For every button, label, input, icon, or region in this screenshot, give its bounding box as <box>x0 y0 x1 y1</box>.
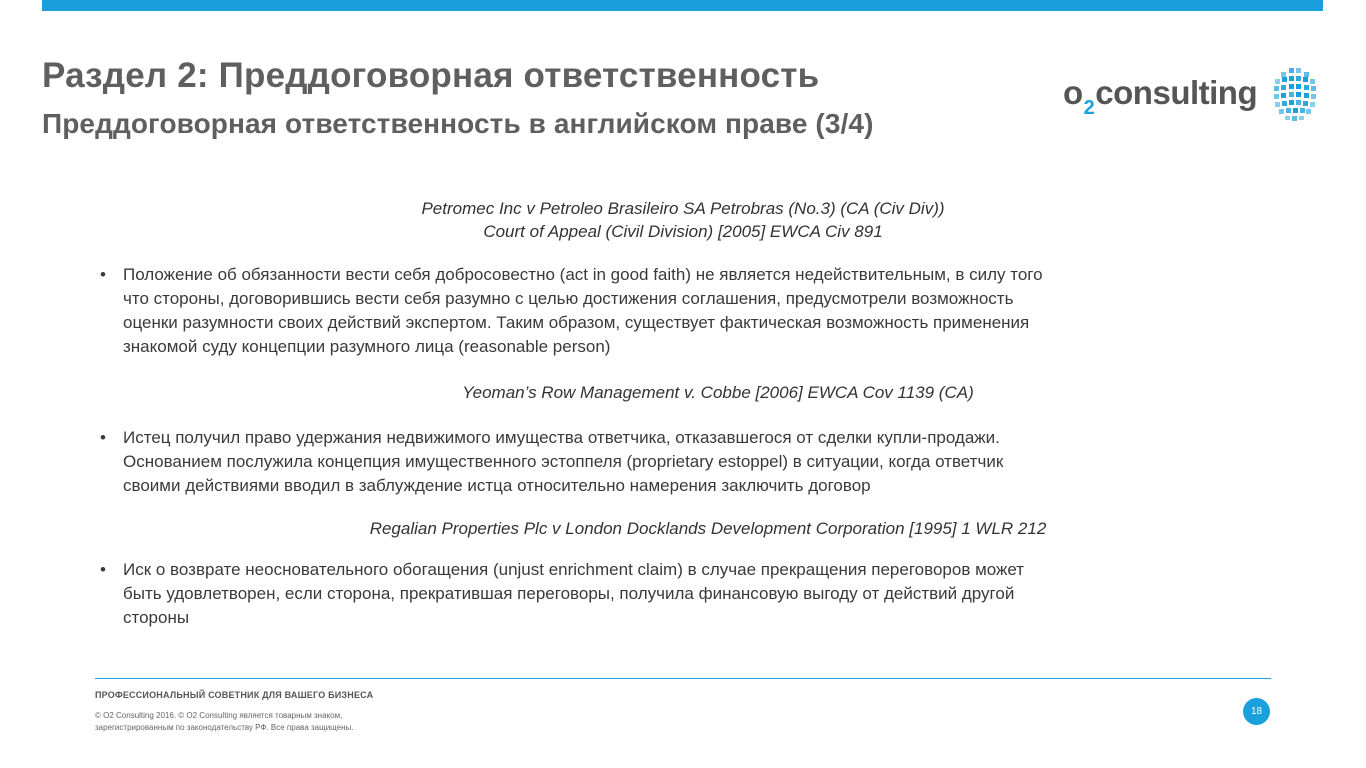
bullet-line: знакомой суду концепции разумного лица (reasonable person) <box>123 337 611 356</box>
bullet-line: Основанием послужила концепция имущественного эстоппеля (proprietary estoppel) в ситуации, когда ответчик <box>123 452 1004 471</box>
case-title-line: Court of Appeal (Civil Division) [2005] EWCA Civ 891 <box>483 222 883 241</box>
bullet-line: Положение об обязанности вести себя добросовестно (act in good faith) не является недействительным, в силу того <box>123 265 1043 284</box>
page-number-badge: 18 <box>1243 698 1270 725</box>
copyright-line: © O2 Consulting 2016. © O2 Consulting является товарным знаком, <box>95 711 343 720</box>
case-title-line: Petromec Inc v Petroleo Brasileiro SA Petrobras (No.3) (CA (Civ Div)) <box>421 199 945 218</box>
copyright-line: зарегистрированным по законодательству РФ. Все права защищены. <box>95 723 354 732</box>
case-title-line: Regalian Properties Plc v London Docklands Development Corporation [1995] 1 WLR 212 <box>369 519 1047 538</box>
bullet-marker: • <box>100 428 106 447</box>
bullet-line: Истец получил право удержания недвижимого имущества ответчика, отказавшегося от сделки купли-продажи. <box>123 428 1000 447</box>
case-title-petromec <box>300 199 1066 242</box>
bullet-line: что стороны, договорившись вести себя разумно с целью достижения соглашения, предусмотрели возможность <box>123 289 1014 308</box>
page-title: Раздел 2: Преддоговорная ответственность <box>42 56 820 95</box>
bullet-estoppel <box>100 426 1220 498</box>
o2-consulting-logo <box>1063 66 1325 126</box>
footer-copyright <box>95 710 354 734</box>
bullet-marker: • <box>100 265 106 284</box>
logo-wordmark <box>1063 74 1258 119</box>
case-title-yeoman <box>300 383 1136 403</box>
logo-subscript: 2 <box>1083 97 1095 119</box>
bullet-line: Иск о возврате неосновательного обогащения (unjust enrichment claim) в случае прекращения переговоров может <box>123 560 1025 579</box>
logo-o: o <box>1063 74 1083 111</box>
bullet-line: стороны <box>123 608 190 627</box>
bullet-line: своими действиями вводил в заблуждение истца относительно намерения заключить договор <box>123 476 871 495</box>
bullet-unjust-enrichment <box>100 558 1220 630</box>
bullet-marker: • <box>100 560 106 579</box>
bullet-good-faith <box>100 263 1220 359</box>
footer-divider <box>95 678 1271 679</box>
footer-tagline: ПРОФЕССИОНАЛЬНЫЙ СОВЕТНИК ДЛЯ ВАШЕГО БИЗНЕСА <box>95 690 374 700</box>
logo-rest: consulting <box>1095 74 1258 111</box>
globe-grid-icon <box>1271 66 1319 124</box>
page-subtitle: Преддоговорная ответственность в английском праве (3/4) <box>42 108 874 139</box>
case-title-regalian <box>300 519 1116 539</box>
bullet-line: быть удовлетворен, если сторона, прекратившая переговоры, получила финансовую выгоду от действий другой <box>123 584 1015 603</box>
top-accent-bar <box>42 0 1323 11</box>
bullet-line: оценки разумности своих действий экспертом. Таким образом, существует фактическая возможность применения <box>123 313 1030 332</box>
case-title-line: Yeoman’s Row Management v. Cobbe [2006] EWCA Cov 1139 (CA) <box>462 383 974 402</box>
